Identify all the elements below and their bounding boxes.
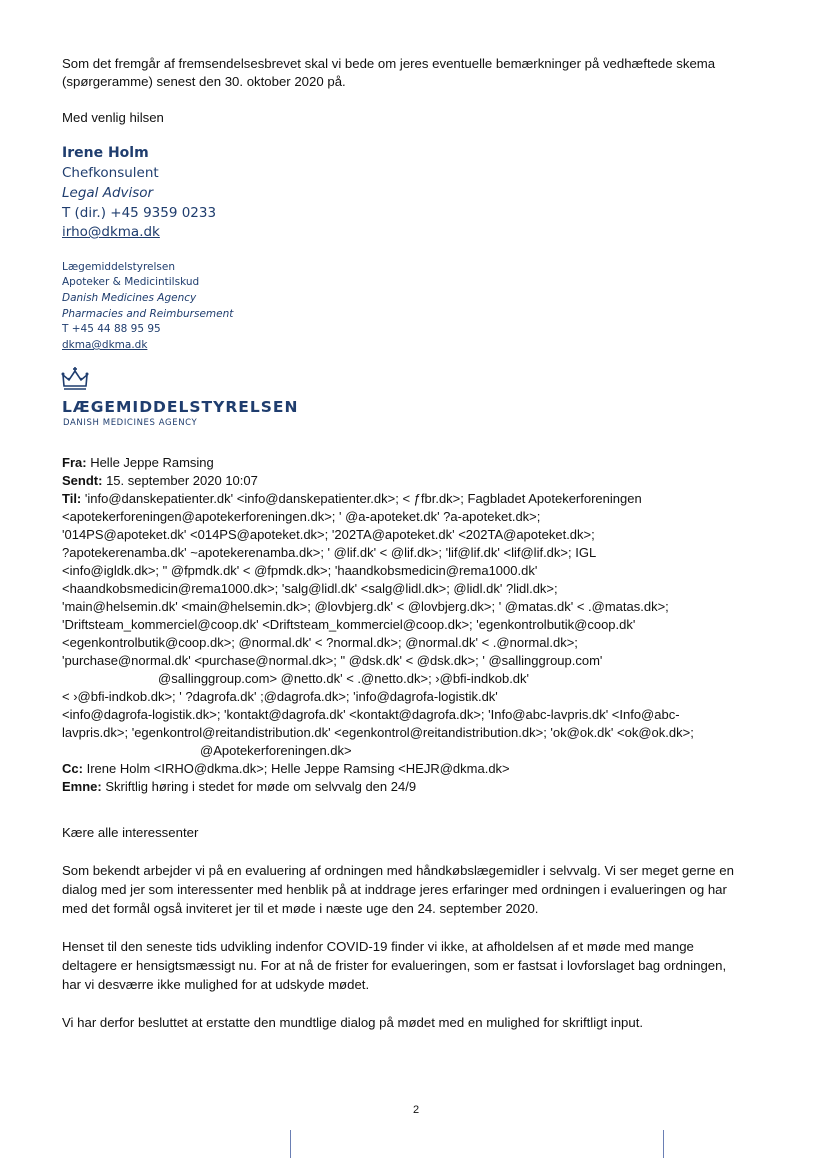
from-line <box>62 454 214 472</box>
org-email-link[interactable]: dkma@dkma.dk <box>62 339 148 351</box>
from-value: Helle Jeppe Ramsing <box>90 455 214 470</box>
cc-value: Irene Holm <IRHO@dkma.dk>; Helle Jeppe Ramsing <HEJR@dkma.dk> <box>86 761 510 776</box>
to-line-10: @sallinggroup.com> @netto.dk' < .@netto.dk>; ›@bfi-indkob.dk' <box>158 671 530 686</box>
intro-line-2: (spørgeramme) senest den 30. oktober 2020 på. <box>62 74 346 89</box>
to-line-4: <info@igldk.dk>; " @fpmdk.dk' < @fpmdk.dk>; 'haandkobsmedicin@rema1000.dk' <box>62 563 538 578</box>
signature-phone: T (dir.) +45 9359 0233 <box>62 205 217 221</box>
to-line-7: 'Driftsteam_kommerciel@coop.dk' <Driftsteam_kommerciel@coop.dk>; 'egenkontrolbutik@coop.dk' <box>62 617 636 632</box>
to-line-11: < ›@bfi-indkob.dk>; ' ?dagrofa.dk' ;@dagrofa.dk>; 'info@dagrofa-logistik.dk' <box>62 689 498 704</box>
intro-line-1: Som det fremgår af fremsendelsesbrevet skal vi bede om jeres eventuelle bemærkninger på vedhæftede skema <box>62 56 716 71</box>
to-line-2: '014PS@apoteket.dk' <014PS@apoteket.dk>; '202TA@apoteket.dk' <202TA@apoteket.dk>; <box>62 527 595 542</box>
greeting: Med venlig hilsen <box>62 110 164 125</box>
to-line <box>62 490 782 508</box>
to-line-6: 'main@helsemin.dk' <main@helsemin.dk>; @lovbjerg.dk' < @lovbjerg.dk>; ' @matas.dk' < .@matas.dk>; <box>62 599 669 614</box>
margin-mark-right <box>663 1130 664 1158</box>
para2-line-1: deltagere er hensigtsmæssigt nu. For at nå de frister for evalueringen, som er fastsat i lovforslaget bag ordningen, <box>62 958 727 973</box>
to-line-13: lavpris.dk>; 'egenkontrol@reitandistribution.dk' <egenkontrol@reitandistribution.dk>; 'ok@ok.dk' <ok@ok.dk>; <box>62 725 694 740</box>
para2-line-2: har vi desværre ikke mulighed for at udskyde mødet. <box>62 977 370 992</box>
page-number: 2 <box>413 1104 420 1116</box>
sent-value: 15. september 2020 10:07 <box>106 473 258 488</box>
signature-name: Irene Holm <box>62 145 149 161</box>
org-name-en: Danish Medicines Agency <box>62 292 197 304</box>
subject-label: Emne: <box>62 779 102 794</box>
crown-logo-icon <box>60 366 90 394</box>
signature-title-en: Legal Advisor <box>62 185 154 201</box>
signature-title: Chefkonsulent <box>62 165 159 181</box>
para2-line-0: Henset til den seneste tids udvikling indenfor COVID-19 finder vi ikke, at afholdelsen af et møde med mange <box>62 939 694 954</box>
to-line-8: <egenkontrolbutik@coop.dk>; @normal.dk' < ?normal.dk>; @normal.dk' < .@normal.dk>; <box>62 635 578 650</box>
to-line-12: <info@dagrofa-logistik.dk>; 'kontakt@dagrofa.dk' <kontakt@dagrofa.dk>; 'Info@abc-lavpris.dk' <Info@abc- <box>62 707 680 722</box>
to-line-14: @Apotekerforeningen.dk> <box>200 743 352 758</box>
to-line-5: <haandkobsmedicin@rema1000.dk>; 'salg@lidl.dk' <salg@lidl.dk>; @lidl.dk' ?lidl.dk>; <box>62 581 558 596</box>
org-phone: T +45 44 88 95 95 <box>62 323 161 335</box>
sent-line <box>62 472 258 490</box>
salutation: Kære alle interessenter <box>62 825 199 840</box>
subject-line <box>62 778 416 796</box>
para1-line-0: Som bekendt arbejder vi på en evaluering af ordningen med håndkøbslægemidler i selvvalg. Vi ser meget gerne en <box>62 863 734 878</box>
org-unit: Apoteker & Medicintilskud <box>62 276 200 288</box>
para1-line-2: med det formål også inviteret jer til et møde i næste uge den 24. september 2020. <box>62 901 539 916</box>
to-line-9: 'purchase@normal.dk' <purchase@normal.dk>; " @dsk.dk' < @dsk.dk>; ' @sallinggroup.com' <box>62 653 603 668</box>
cc-label: Cc: <box>62 761 83 776</box>
org-name: Lægemiddelstyrelsen <box>62 261 175 273</box>
signature-email-link[interactable]: irho@dkma.dk <box>62 224 160 240</box>
logo-subtitle: DANISH MEDICINES AGENCY <box>63 418 198 428</box>
to-line-1: <apotekerforeningen@apotekerforeningen.dk>; ' @a-apoteket.dk' ?a-apoteket.dk>; <box>62 509 541 524</box>
to-line-0: 'info@danskepatienter.dk' <info@danskepatienter.dk>; < ƒfbr.dk>; Fagbladet Apotekerforeningen <box>84 491 642 506</box>
para3: Vi har derfor besluttet at erstatte den mundtlige dialog på mødet med en mulighed for skriftligt input. <box>62 1015 644 1030</box>
to-line-3: ?apotekerenamba.dk' ~apotekerenamba.dk>; ' @lif.dk' < @lif.dk>; 'lif@lif.dk' <lif@lif.dk>; IGL <box>62 545 597 560</box>
subject-value: Skriftlig høring i stedet for møde om selvvalg den 24/9 <box>105 779 417 794</box>
cc-line <box>62 760 510 778</box>
org-unit-en: Pharmacies and Reimbursement <box>62 308 234 320</box>
logo-name: LÆGEMIDDELSTYRELSEN <box>62 398 299 416</box>
sent-label: Sendt: <box>62 473 103 488</box>
from-label: Fra: <box>62 455 87 470</box>
para1-line-1: dialog med jer som interessenter med henblik på at inddrage jeres erfaringer med ordningen i evalueringen og har <box>62 882 727 897</box>
to-label: Til: <box>62 491 82 506</box>
margin-mark-left <box>290 1130 291 1158</box>
